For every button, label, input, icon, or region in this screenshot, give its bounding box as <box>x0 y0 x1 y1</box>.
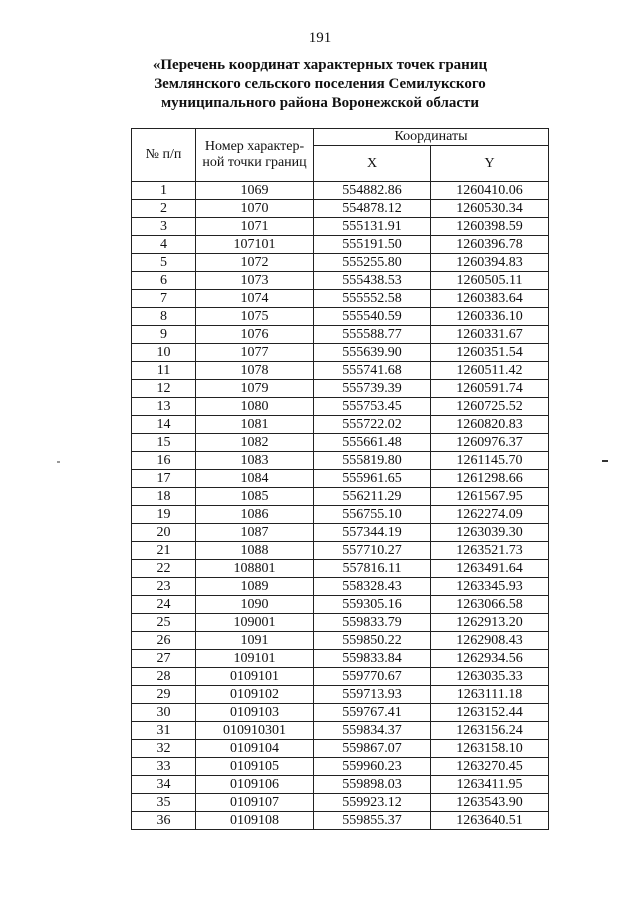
cell-x: 555753.45 <box>314 398 431 416</box>
cell-row-number: 5 <box>132 254 196 272</box>
cell-x: 555961.65 <box>314 470 431 488</box>
cell-row-number: 34 <box>132 776 196 794</box>
cell-y: 1260591.74 <box>431 380 549 398</box>
cell-row-number: 27 <box>132 650 196 668</box>
table-row <box>132 596 549 614</box>
table-row <box>132 722 549 740</box>
cell-x: 555191.50 <box>314 236 431 254</box>
cell-y: 1260383.64 <box>431 290 549 308</box>
table-row <box>132 434 549 452</box>
table-row <box>132 614 549 632</box>
cell-x: 554882.86 <box>314 182 431 200</box>
cell-x: 555741.68 <box>314 362 431 380</box>
cell-point-number: 010910301 <box>196 722 314 740</box>
cell-x: 559855.37 <box>314 812 431 830</box>
table-row <box>132 794 549 812</box>
cell-row-number: 6 <box>132 272 196 290</box>
cell-y: 1263152.44 <box>431 704 549 722</box>
title-line-2: Землянского сельского поселения Семилукского <box>154 76 486 92</box>
table-row <box>132 272 549 290</box>
cell-y: 1261567.95 <box>431 488 549 506</box>
table-body <box>132 182 549 830</box>
cell-row-number: 4 <box>132 236 196 254</box>
cell-row-number: 13 <box>132 398 196 416</box>
cell-y: 1263345.93 <box>431 578 549 596</box>
cell-x: 556211.29 <box>314 488 431 506</box>
cell-x: 555552.58 <box>314 290 431 308</box>
cell-point-number: 1073 <box>196 272 314 290</box>
title-line-3: муниципального района Воронежской области <box>160 95 480 111</box>
cell-x: 555639.90 <box>314 344 431 362</box>
cell-x: 555588.77 <box>314 326 431 344</box>
cell-point-number: 1074 <box>196 290 314 308</box>
cell-y: 1260410.06 <box>431 182 549 200</box>
scan-speck-left <box>57 461 60 463</box>
table-row <box>132 506 549 524</box>
cell-x: 555819.80 <box>314 452 431 470</box>
cell-y: 1261298.66 <box>431 470 549 488</box>
cell-row-number: 32 <box>132 740 196 758</box>
cell-x: 555661.48 <box>314 434 431 452</box>
cell-y: 1262908.43 <box>431 632 549 650</box>
table-row <box>132 650 549 668</box>
cell-x: 559833.79 <box>314 614 431 632</box>
cell-y: 1263035.33 <box>431 668 549 686</box>
cell-point-number: 1076 <box>196 326 314 344</box>
cell-point-number: 1085 <box>196 488 314 506</box>
cell-x: 554878.12 <box>314 200 431 218</box>
cell-y: 1260511.42 <box>431 362 549 380</box>
cell-y: 1262913.20 <box>431 614 549 632</box>
cell-x: 555255.80 <box>314 254 431 272</box>
cell-row-number: 1 <box>132 182 196 200</box>
cell-point-number: 109101 <box>196 650 314 668</box>
table-row <box>132 182 549 200</box>
cell-row-number: 9 <box>132 326 196 344</box>
header-coordinates: Координаты <box>314 129 549 146</box>
cell-x: 555438.53 <box>314 272 431 290</box>
table-row <box>132 776 549 794</box>
cell-row-number: 36 <box>132 812 196 830</box>
table-row <box>132 452 549 470</box>
cell-point-number: 1069 <box>196 182 314 200</box>
cell-y: 1261145.70 <box>431 452 549 470</box>
cell-point-number: 1070 <box>196 200 314 218</box>
table-row <box>132 560 549 578</box>
cell-x: 555540.59 <box>314 308 431 326</box>
cell-y: 1263543.90 <box>431 794 549 812</box>
cell-point-number: 0109104 <box>196 740 314 758</box>
cell-y: 1260336.10 <box>431 308 549 326</box>
cell-y: 1260505.11 <box>431 272 549 290</box>
table-row <box>132 416 549 434</box>
cell-y: 1263521.73 <box>431 542 549 560</box>
cell-point-number: 0109101 <box>196 668 314 686</box>
cell-y: 1263640.51 <box>431 812 549 830</box>
cell-row-number: 28 <box>132 668 196 686</box>
cell-row-number: 14 <box>132 416 196 434</box>
table-row <box>132 704 549 722</box>
cell-row-number: 2 <box>132 200 196 218</box>
table-row <box>132 668 549 686</box>
table-row <box>132 200 549 218</box>
cell-x: 559834.37 <box>314 722 431 740</box>
cell-x: 559960.23 <box>314 758 431 776</box>
cell-x: 559850.22 <box>314 632 431 650</box>
page-number: 191 <box>308 30 332 46</box>
cell-y: 1263411.95 <box>431 776 549 794</box>
table-header <box>132 129 549 182</box>
table-row <box>132 290 549 308</box>
title-line-1: «Перечень координат характерных точек границ <box>152 57 488 73</box>
cell-row-number: 19 <box>132 506 196 524</box>
cell-point-number: 1088 <box>196 542 314 560</box>
cell-point-number: 1072 <box>196 254 314 272</box>
cell-point-number: 1089 <box>196 578 314 596</box>
table-row <box>132 470 549 488</box>
table-row <box>132 362 549 380</box>
cell-row-number: 10 <box>132 344 196 362</box>
cell-row-number: 23 <box>132 578 196 596</box>
cell-x: 559770.67 <box>314 668 431 686</box>
cell-point-number: 0109106 <box>196 776 314 794</box>
scan-speck-right <box>602 460 608 462</box>
cell-x: 559833.84 <box>314 650 431 668</box>
cell-row-number: 18 <box>132 488 196 506</box>
cell-point-number: 0109102 <box>196 686 314 704</box>
cell-y: 1260725.52 <box>431 398 549 416</box>
cell-row-number: 22 <box>132 560 196 578</box>
table-row <box>132 740 549 758</box>
table-row <box>132 254 549 272</box>
cell-row-number: 12 <box>132 380 196 398</box>
cell-y: 1262274.09 <box>431 506 549 524</box>
cell-y: 1260331.67 <box>431 326 549 344</box>
cell-x: 559898.03 <box>314 776 431 794</box>
cell-row-number: 33 <box>132 758 196 776</box>
cell-point-number: 1087 <box>196 524 314 542</box>
cell-point-number: 1082 <box>196 434 314 452</box>
cell-point-number: 109001 <box>196 614 314 632</box>
cell-x: 559923.12 <box>314 794 431 812</box>
cell-x: 555739.39 <box>314 380 431 398</box>
cell-point-number: 1084 <box>196 470 314 488</box>
coordinates-table <box>131 128 549 830</box>
cell-x: 557816.11 <box>314 560 431 578</box>
cell-row-number: 7 <box>132 290 196 308</box>
cell-y: 1263039.30 <box>431 524 549 542</box>
table-row <box>132 686 549 704</box>
cell-row-number: 8 <box>132 308 196 326</box>
cell-row-number: 25 <box>132 614 196 632</box>
cell-row-number: 15 <box>132 434 196 452</box>
cell-point-number: 1071 <box>196 218 314 236</box>
cell-y: 1263158.10 <box>431 740 549 758</box>
table-row <box>132 236 549 254</box>
cell-y: 1260530.34 <box>431 200 549 218</box>
cell-row-number: 30 <box>132 704 196 722</box>
cell-point-number: 1090 <box>196 596 314 614</box>
cell-row-number: 3 <box>132 218 196 236</box>
cell-point-number: 107101 <box>196 236 314 254</box>
cell-point-number: 1079 <box>196 380 314 398</box>
cell-y: 1263270.45 <box>431 758 549 776</box>
table-row <box>132 326 549 344</box>
table-row <box>132 344 549 362</box>
cell-x: 557344.19 <box>314 524 431 542</box>
document-title <box>0 56 640 113</box>
cell-x: 555131.91 <box>314 218 431 236</box>
header-y: Y <box>431 146 549 182</box>
cell-point-number: 0109105 <box>196 758 314 776</box>
cell-point-number: 1075 <box>196 308 314 326</box>
cell-y: 1260398.59 <box>431 218 549 236</box>
header-row-number: № п/п <box>132 129 196 182</box>
table-row <box>132 524 549 542</box>
cell-y: 1263156.24 <box>431 722 549 740</box>
cell-x: 558328.43 <box>314 578 431 596</box>
table-row <box>132 380 549 398</box>
cell-y: 1263066.58 <box>431 596 549 614</box>
cell-x: 557710.27 <box>314 542 431 560</box>
table-row <box>132 542 549 560</box>
cell-x: 555722.02 <box>314 416 431 434</box>
cell-row-number: 24 <box>132 596 196 614</box>
cell-row-number: 11 <box>132 362 196 380</box>
table-row <box>132 812 549 830</box>
cell-row-number: 29 <box>132 686 196 704</box>
cell-y: 1263491.64 <box>431 560 549 578</box>
cell-x: 559867.07 <box>314 740 431 758</box>
cell-y: 1260396.78 <box>431 236 549 254</box>
cell-x: 559305.16 <box>314 596 431 614</box>
cell-x: 559767.41 <box>314 704 431 722</box>
table-row <box>132 218 549 236</box>
table-row <box>132 578 549 596</box>
cell-row-number: 17 <box>132 470 196 488</box>
cell-y: 1262934.56 <box>431 650 549 668</box>
cell-point-number: 1086 <box>196 506 314 524</box>
cell-y: 1260976.37 <box>431 434 549 452</box>
cell-y: 1260394.83 <box>431 254 549 272</box>
header-x: X <box>314 146 431 182</box>
cell-y: 1263111.18 <box>431 686 549 704</box>
cell-row-number: 35 <box>132 794 196 812</box>
cell-x: 559713.93 <box>314 686 431 704</box>
header-point-number <box>196 129 314 182</box>
cell-row-number: 20 <box>132 524 196 542</box>
cell-point-number: 1080 <box>196 398 314 416</box>
cell-row-number: 31 <box>132 722 196 740</box>
cell-point-number: 0109103 <box>196 704 314 722</box>
cell-point-number: 1081 <box>196 416 314 434</box>
cell-y: 1260820.83 <box>431 416 549 434</box>
cell-point-number: 0109108 <box>196 812 314 830</box>
cell-point-number: 1091 <box>196 632 314 650</box>
cell-x: 556755.10 <box>314 506 431 524</box>
table-row <box>132 398 549 416</box>
table-row <box>132 758 549 776</box>
table-row <box>132 632 549 650</box>
cell-point-number: 0109107 <box>196 794 314 812</box>
cell-point-number: 108801 <box>196 560 314 578</box>
cell-point-number: 1078 <box>196 362 314 380</box>
cell-point-number: 1077 <box>196 344 314 362</box>
cell-row-number: 16 <box>132 452 196 470</box>
cell-row-number: 26 <box>132 632 196 650</box>
cell-y: 1260351.54 <box>431 344 549 362</box>
cell-row-number: 21 <box>132 542 196 560</box>
cell-point-number: 1083 <box>196 452 314 470</box>
table-row <box>132 488 549 506</box>
header-point-number-text: Номер характер-ной точки границ <box>202 139 307 170</box>
table-row <box>132 308 549 326</box>
